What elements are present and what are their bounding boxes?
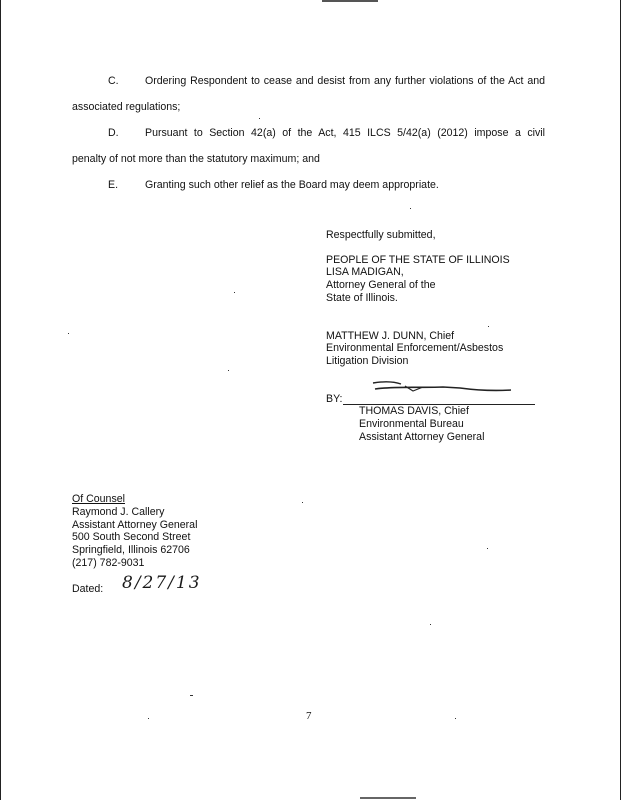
scan-speck [68, 333, 69, 334]
counsel-phone: (217) 782-9031 [72, 557, 145, 569]
item-c-continuation: associated regulations; [72, 101, 181, 113]
signer-title-line-2: Assistant Attorney General [359, 431, 485, 443]
scan-speck [190, 695, 193, 696]
item-e-letter: E. [108, 179, 119, 191]
scan-speck [455, 718, 456, 719]
ag-title-line-1: Attorney General of the [326, 279, 436, 291]
item-c-text: Ordering Respondent to cease and desist from any further violations of the Act and [145, 75, 545, 87]
scan-artifact-bottom [360, 797, 416, 799]
scan-speck [234, 292, 235, 293]
ag-name: LISA MADIGAN, [326, 266, 404, 278]
counsel-title: Assistant Attorney General [72, 519, 198, 531]
counsel-name: Raymond J. Callery [72, 506, 165, 518]
scan-speck [488, 326, 489, 327]
counsel-address-line-1: 500 South Second Street [72, 531, 191, 543]
closing: Respectfully submitted, [326, 229, 436, 241]
item-d-text: Pursuant to Section 42(a) of the Act, 415 ILCS 5/42(a) (2012) impose a civil [145, 127, 545, 139]
item-d-continuation: penalty of not more than the statutory maximum; and [72, 153, 320, 165]
scan-speck [148, 718, 149, 719]
item-e-text: Granting such other relief as the Board may deem appropriate. [145, 179, 439, 191]
by-label: BY: [326, 393, 343, 405]
signer-title-line-1: Environmental Bureau [359, 418, 464, 430]
scan-speck [228, 370, 229, 371]
dated-label: Dated: [72, 583, 104, 595]
chief-name: MATTHEW J. DUNN, Chief [326, 330, 455, 342]
counsel-heading: Of Counsel [72, 493, 125, 505]
item-c-letter: C. [108, 75, 119, 87]
scan-speck [302, 502, 303, 503]
scan-speck [259, 118, 260, 119]
counsel-address-line-2: Springfield, Illinois 62706 [72, 544, 190, 556]
item-d-letter: D. [108, 127, 119, 139]
signer-name: THOMAS DAVIS, Chief [359, 405, 469, 417]
page-number: 7 [306, 710, 312, 722]
dated-value-handwritten: 8/27/13 [122, 573, 202, 593]
scan-speck [430, 624, 431, 625]
party-name: PEOPLE OF THE STATE OF ILLINOIS [326, 254, 510, 266]
page-edge-left [0, 0, 1, 800]
scan-speck [487, 548, 488, 549]
chief-title-line-1: Environmental Enforcement/Asbestos [326, 342, 504, 354]
signature-scribble [365, 378, 515, 402]
scan-artifact-top [322, 0, 378, 2]
scan-speck [410, 208, 411, 209]
page-edge-right [620, 0, 621, 800]
chief-title-line-2: Litigation Division [326, 355, 409, 367]
ag-title-line-2: State of Illinois. [326, 292, 398, 304]
